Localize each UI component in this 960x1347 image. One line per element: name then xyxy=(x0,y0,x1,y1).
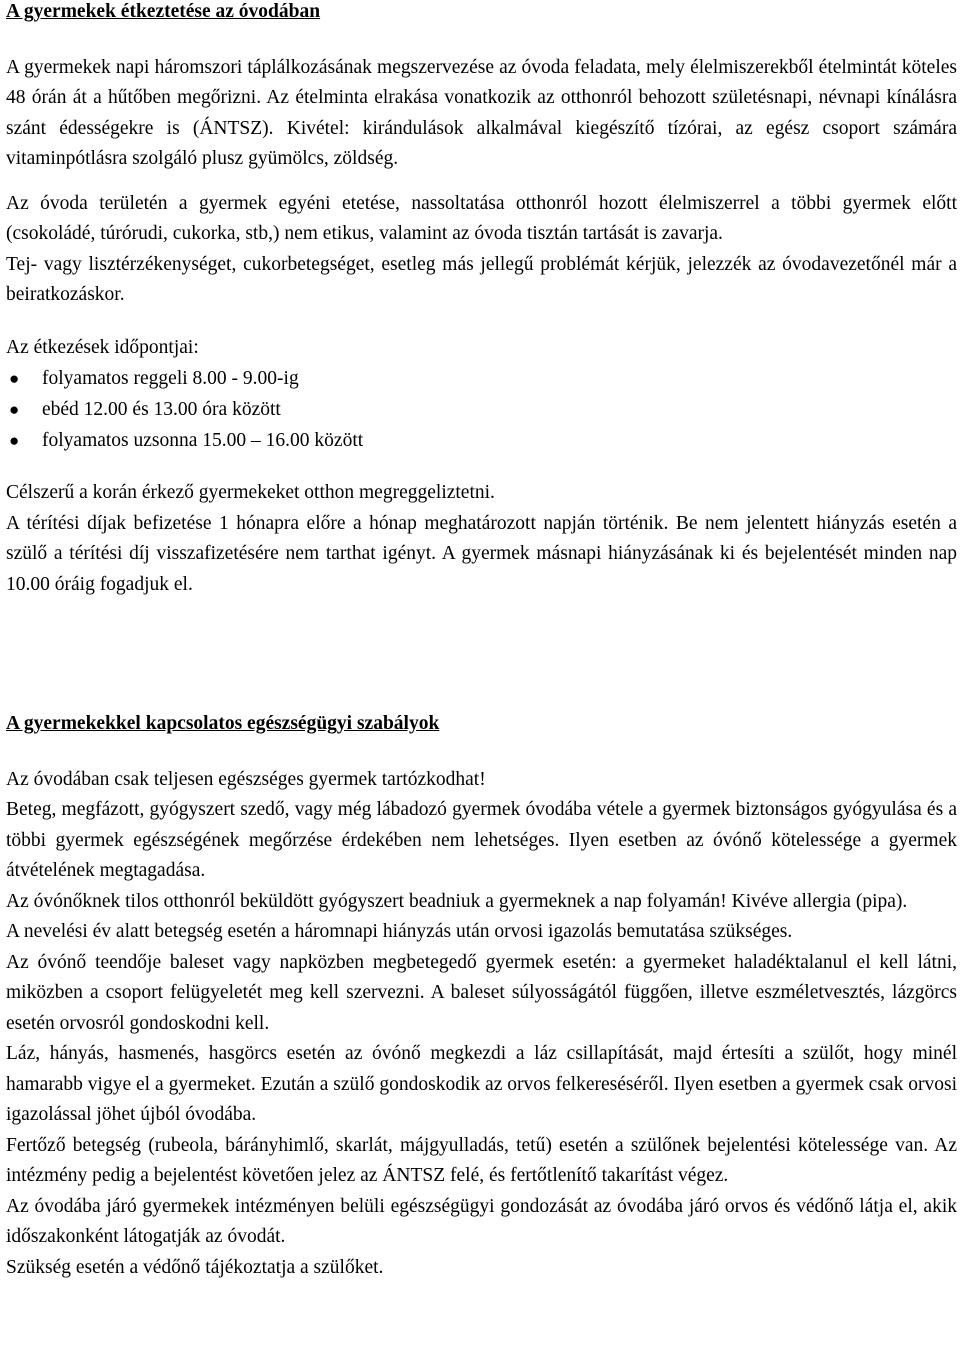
paragraph-fees: A térítési díjak befizetése 1 hónapra előre a hónap meghatározott napján történik. Be nem jelentett hiányzás esetén a szülő a térítési díj visszafizetésére nem tarthat igényt. A gyermek másnapi hiányzásának ki és bejelentését minden nap 10.00 óráig fogadjuk el. xyxy=(6,512,957,595)
section-title-catering: A gyermekek étkeztetése az óvodában xyxy=(6,1,321,22)
bullet-icon: ● xyxy=(9,369,20,388)
paragraph-sensitivities: Tej- vagy lisztérzékenységet, cukorbetegséget, esetleg más jellegű problémát kérjük, jelezzék az óvodavezetőnél már a beiratkozáskor. xyxy=(6,253,957,305)
section-title-health: A gyermekekkel kapcsolatos egészségügyi szabályok xyxy=(6,713,440,734)
paragraph-doctor-nurse: Az óvodába járó gyermekek intézményen belüli egészségügyi gondozását az óvodába járó orvos és védőnő látja el, akik időszakonként látogatják az óvodát. xyxy=(6,1195,957,1247)
paragraph-accident: Az óvónő teendője baleset vagy napközben megbetegedő gyermek esetén: a gyermeket haladéktalanul el kell látni, miközben a csoport felügyeletét meg kell szervezni. A baleset súlyosságától függően, illetve eszméletvesztés, lázgörcs esetén orvosról gondoskodni kell. xyxy=(6,951,957,1034)
bullet-icon: ● xyxy=(9,431,20,450)
paragraph-food-samples: A gyermekek napi háromszori táplálkozásának megszervezése az óvoda feladata, mely élelmiszerekből ételmintát köteles 48 órán át a hűtőben megőrizni. Az ételminta elrakása vonatkozik az otthonról behozott születésnapi, névnapi kínálásra szánt édességekre is (ÁNTSZ). Kivétel: kirándulások alkalmával kiegészítő tízórai, az egész csoport számára vitaminpótlásra szolgáló plusz gyümölcs, zöldség. xyxy=(6,56,957,169)
paragraph-absence-certificate: A nevelési év alatt betegség esetén a háromnapi hiányzás után orvosi igazolás bemutatása szükséges. xyxy=(6,921,793,942)
list-item: ● ebéd 12.00 és 13.00 óra között xyxy=(6,394,957,425)
paragraph-individual-feeding: Az óvoda területén a gyermek egyéni etetése, nassoltatása otthonról hozott élelmiszerrel a többi gyermek előtt (csokoládé, túrórudi, cukorka, stb,) nem etikus, valamint az óvoda tisztán tartását is zavarja. xyxy=(6,192,957,244)
section-health-rules xyxy=(6,709,957,1283)
paragraph-fever: Láz, hányás, hasmenés, hasgörcs esetén az óvónő megkezdi a láz csillapítását, majd értesíti a szülőt, hogy minél hamarabb vigye el a gyermeket. Ezután a szülő gondoskodik az orvos felkereséséről. Ilyen esetben a gyermek csak orvosi igazolással jöhet újból óvodába. xyxy=(6,1043,957,1125)
paragraph-medication: Az óvónőknek tilos otthonról beküldött gyógyszert beadniuk a gyermeknek a nap folyamán! Kivéve allergia (pipa). xyxy=(6,890,908,912)
paragraph-healthy-only: Az óvodában csak teljesen egészséges gyermek tartózkodhat! xyxy=(6,768,486,790)
paragraph-infectious: Fertőző betegség (rubeola, bárányhimlő, skarlát, májgyulladás, tetű) esetén a szülőnek bejelentési kötelessége van. Az intézmény pedig a bejelentést követően jelez az ÁNTSZ felé, és fertőtlenítő takarítást végez. xyxy=(6,1134,957,1186)
bullet-icon: ● xyxy=(9,400,20,419)
paragraph-nurse-info: Szükség esetén a védőnő tájékoztatja a szülőket. xyxy=(6,1256,384,1278)
list-item: ● folyamatos uzsonna 15.00 – 16.00 között xyxy=(6,425,957,456)
paragraph-sick-children: Beteg, megfázott, gyógyszert szedő, vagy még lábadozó gyermek óvodába vétele a gyermek biztonságos gyógyulása és a többi gyermek egészségének megőrzése érdekében nem lehetséges. Ilyen esetben az óvónő kötelessége a gyermek átvételének megtagadása. xyxy=(6,799,957,881)
list-item: ● folyamatos reggeli 8.00 - 9.00-ig xyxy=(6,363,957,394)
meal-times-list xyxy=(6,363,957,456)
meal-times-label: Az étkezések időpontjai: xyxy=(6,336,199,358)
section-catering xyxy=(6,0,957,600)
paragraph-breakfast-advice: Célszerű a korán érkező gyermekeket otthon megreggeliztetni. xyxy=(6,482,495,503)
